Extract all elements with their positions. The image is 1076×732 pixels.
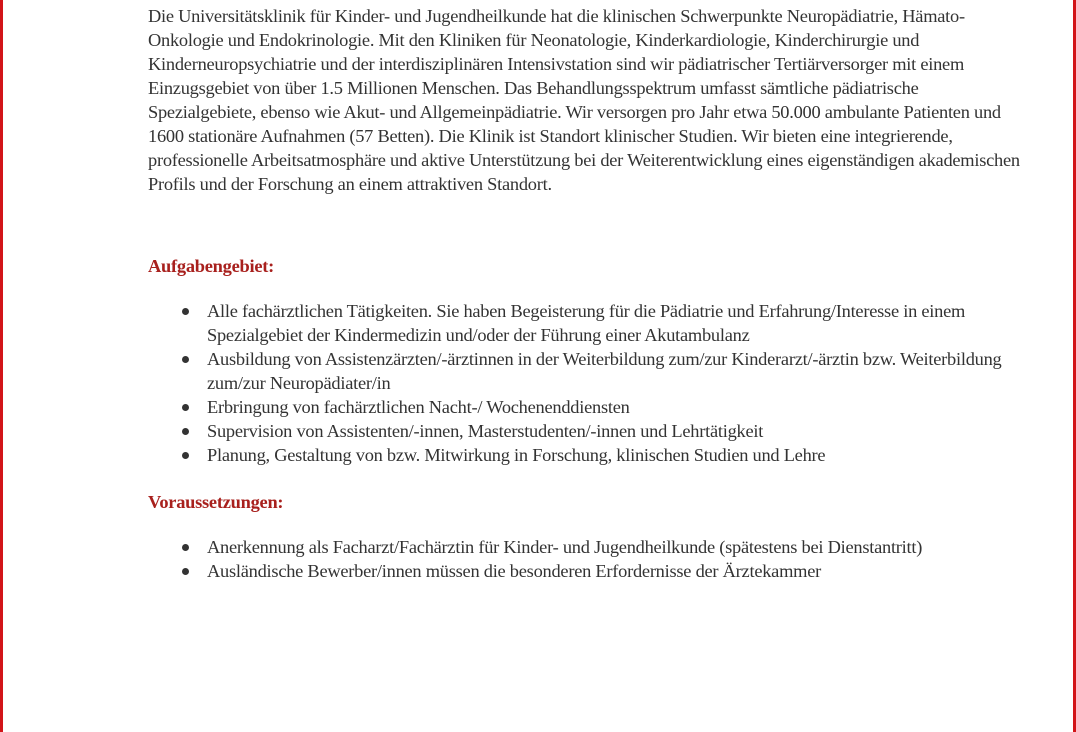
bullet-icon — [182, 452, 189, 459]
bullet-icon — [182, 568, 189, 575]
requirements-list — [148, 535, 1028, 583]
bullet-icon — [182, 404, 189, 411]
bullet-icon — [182, 428, 189, 435]
list-item — [148, 419, 1028, 443]
bullet-icon — [182, 308, 189, 315]
list-item — [148, 395, 1028, 419]
list-item — [148, 299, 1028, 347]
list-item-text: Erbringung von fachärztlichen Nacht-/ Wochenenddiensten — [207, 397, 630, 417]
list-item — [148, 443, 1028, 467]
list-item-text: Anerkennung als Facharzt/Fachärztin für Kinder- und Jugendheilkunde (spätestens bei Dienstantritt) — [207, 537, 923, 557]
bullet-icon — [182, 356, 189, 363]
list-item — [148, 559, 1028, 583]
list-item-text: Planung, Gestaltung von bzw. Mitwirkung in Forschung, klinischen Studien und Lehre — [207, 445, 826, 465]
list-item — [148, 535, 1028, 559]
list-item-text: Alle fachärztlichen Tätigkeiten. Sie haben Begeisterung für die Pädiatrie und Erfahrung/Interesse in einem Spezialgebiet der Kindermedizin und/oder der Führung einer Akutambulanz — [207, 301, 966, 345]
list-item-text: Supervision von Assistenten/-innen, Masterstudenten/-innen und Lehrtätigkeit — [207, 421, 764, 441]
list-item-text: Ausländische Bewerber/innen müssen die besonderen Erfordernisse der Ärztekammer — [207, 561, 821, 581]
list-item — [148, 347, 1028, 395]
task-list — [148, 299, 1028, 467]
list-item-text: Ausbildung von Assistenzärzten/-ärztinnen in der Weiterbildung zum/zur Kinderarzt/-ärztin bzw. Weiterbildung zum/zur Neuropädiater/in — [207, 349, 1002, 393]
section-heading-aufgabengebiet: Aufgabengebiet: — [148, 256, 274, 276]
bullet-icon — [182, 544, 189, 551]
section-heading-voraussetzungen: Voraussetzungen: — [148, 492, 284, 512]
intro-paragraph: Die Universitätsklinik für Kinder- und Jugendheilkunde hat die klinischen Schwerpunkte Neuropädiatrie, Hämato-Onkologie und Endokrinologie. Mit den Kliniken für Neonatologie, Kinderkardiologie, Kinderchirurgie und Kinderneuropsychiatrie und der interdisziplinären Intensivstation sind wir pädiatrischer Tertiärversorger mit einem Einzugsgebiet von über 1.5 Millionen Menschen. Das Behandlungsspektrum umfasst sämtliche pädiatrische Spezialgebiete, ebenso wie Akut- und Allgemeinpädiatrie. Wir versorgen pro Jahr etwa 50.000 ambulante Patienten und 1600 stationäre Aufnahmen (57 Betten). Die Klinik ist Standort klinischer Studien. Wir bieten eine integrierende, professionelle Arbeitsatmosphäre und aktive Unterstützung bei der Weiterentwicklung eines eigenständigen akademischen Profils und der Forschung an einem attraktiven Standort. — [148, 6, 1020, 194]
job-description-content — [148, 4, 1028, 583]
